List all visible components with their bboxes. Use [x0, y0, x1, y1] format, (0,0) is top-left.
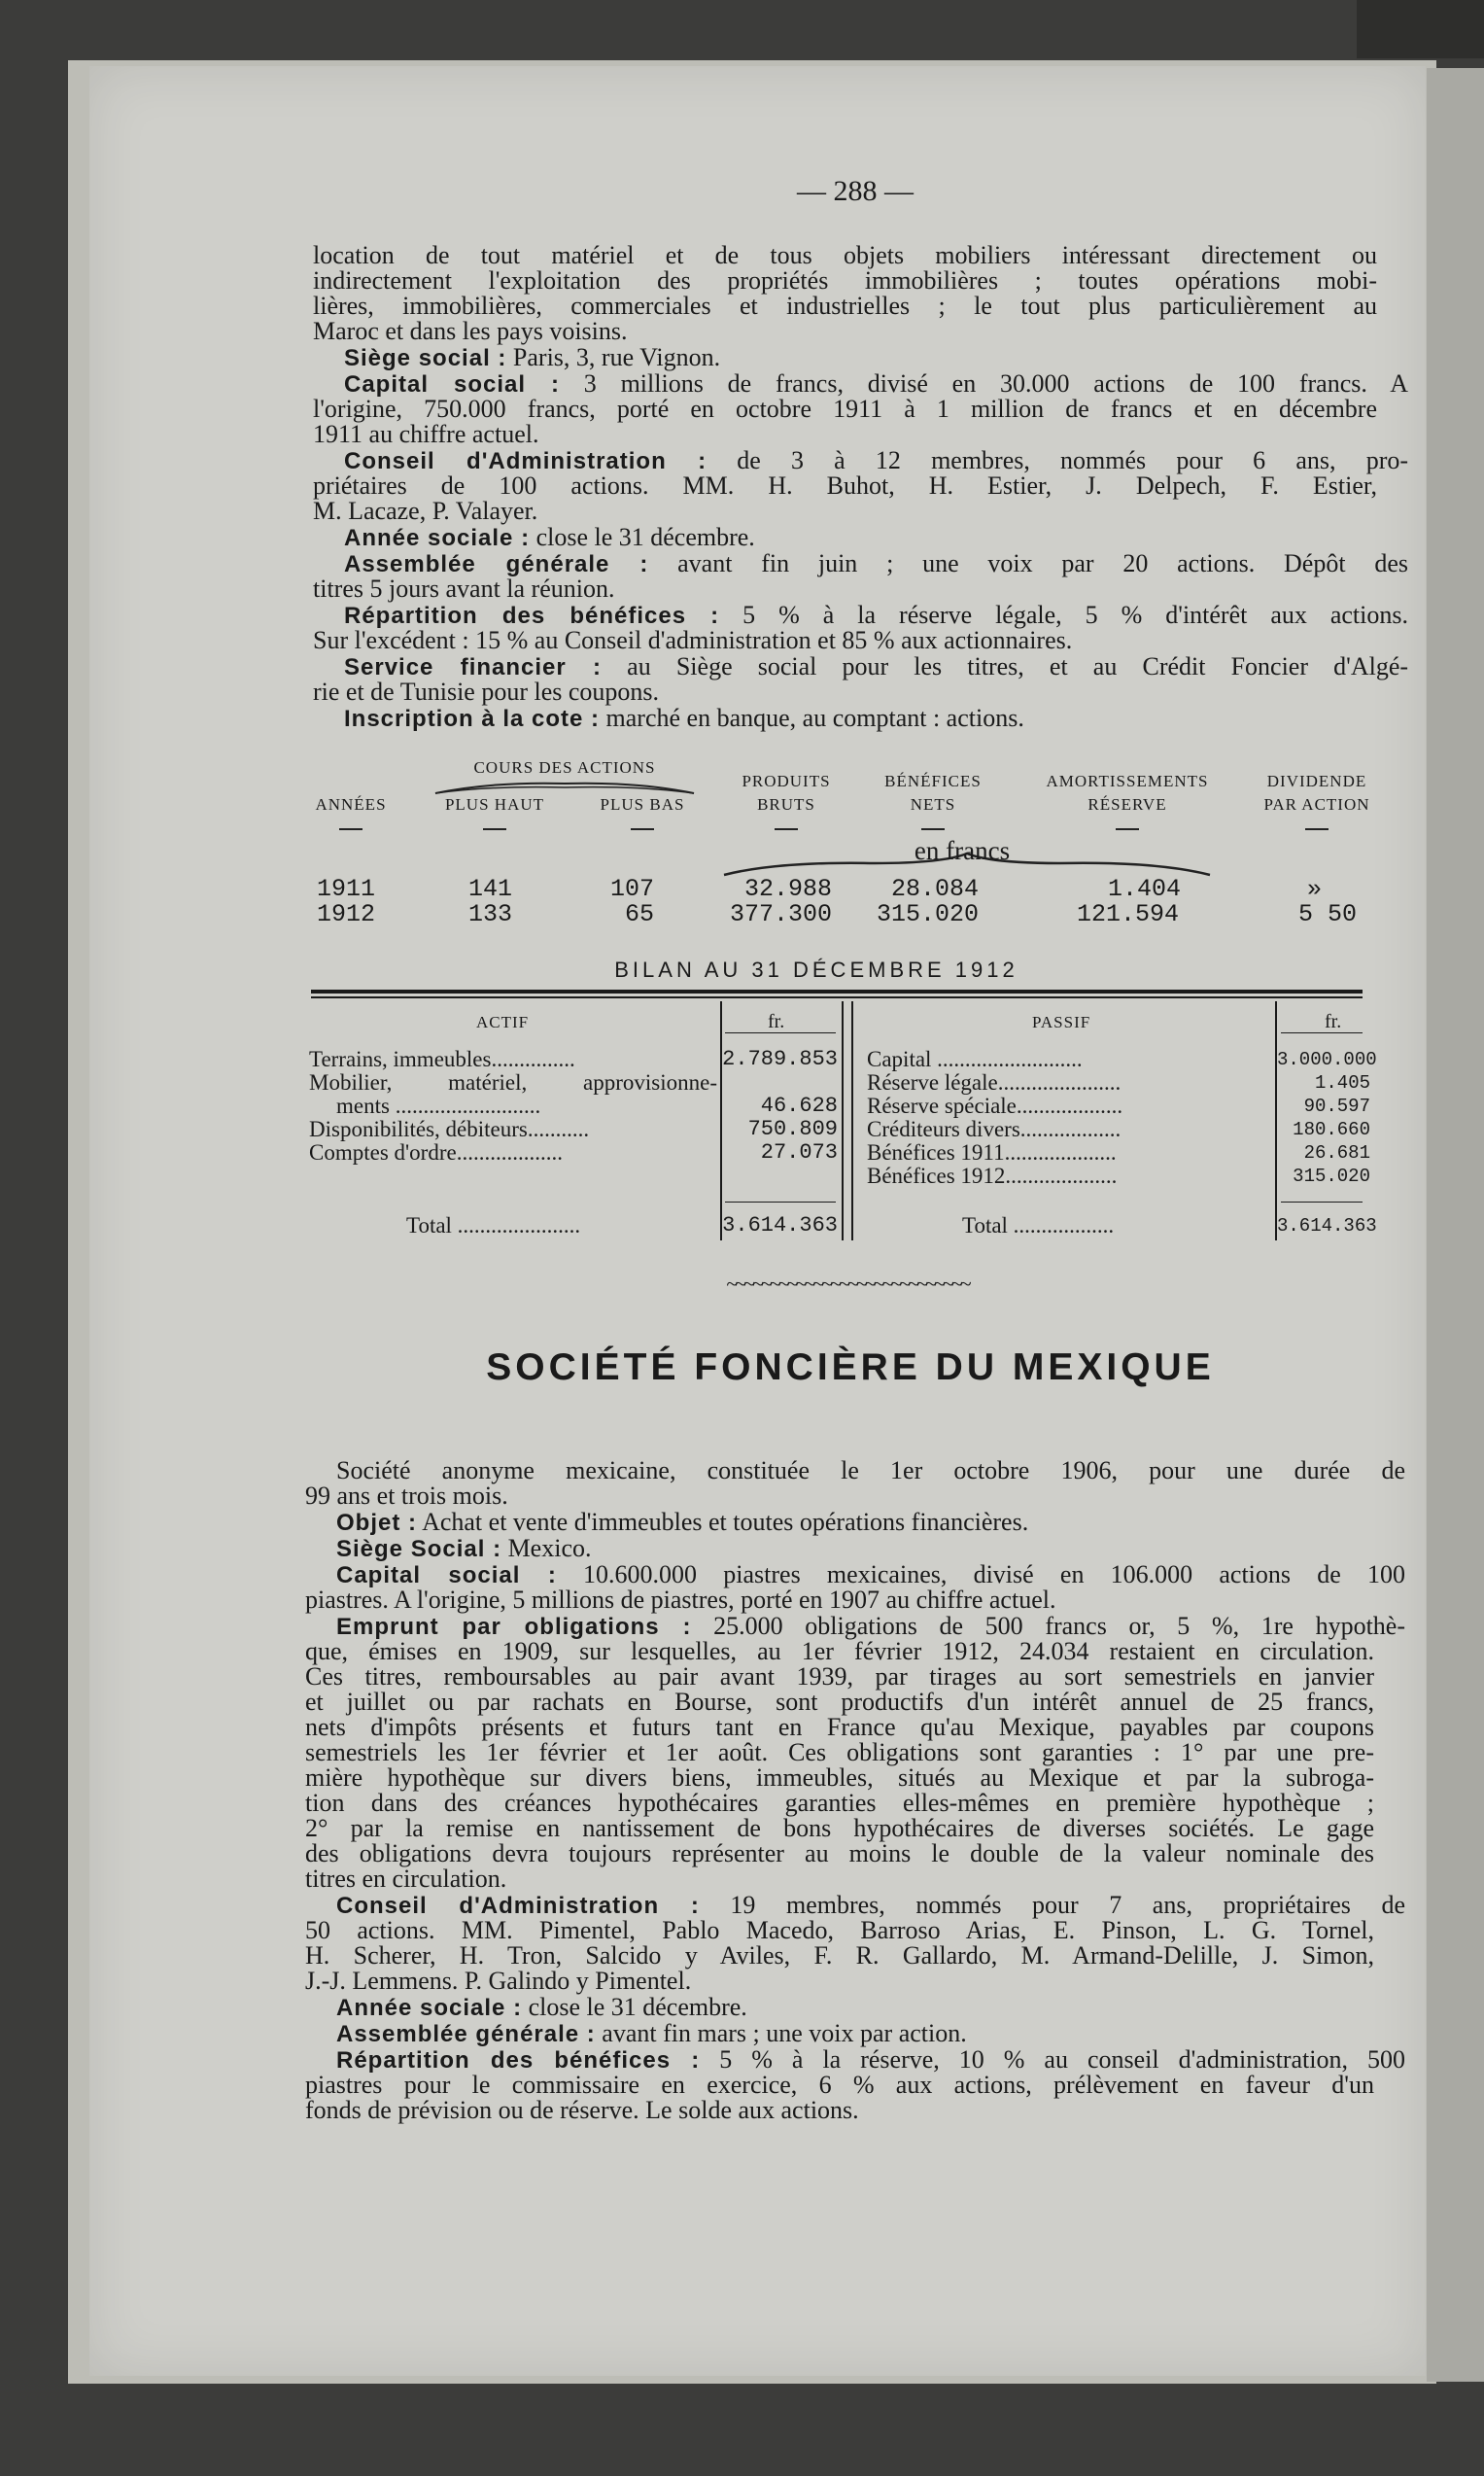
annee-sociale-2-paragraph: [305, 1995, 1405, 2021]
repartition-line: Sur l'excédent : 15 % au Conseil d'administration et 85 % aux actionnaires.: [313, 626, 1073, 654]
passif-value: 3.000.000: [1277, 1049, 1377, 1070]
header-plus-haut: PLUS HAUT: [444, 795, 545, 814]
emprunt-paragraph: [305, 1614, 1405, 1640]
column-dash: [921, 828, 945, 830]
passif-label: Créditeurs divers..................: [867, 1117, 1122, 1141]
emprunt-text: 25.000 obligations de 500 francs or, 5 %, 1re hypothè-: [713, 1612, 1406, 1640]
actif-label: Terrains, immeubles...............: [309, 1047, 575, 1071]
passif-label: Réserve spéciale...................: [867, 1094, 1123, 1118]
header-nets: NETS: [910, 795, 956, 814]
conseil-text: de 3 à 12 membres, nommés pour 6 ans, pro-: [737, 446, 1409, 474]
column-dash: [775, 828, 798, 830]
conseil-2-text: 19 membres, nommés pour 7 ans, propriétaires de: [730, 1891, 1405, 1919]
row-1911-dividende: »: [1307, 875, 1323, 903]
row-1912-produits: 377.300: [730, 900, 833, 928]
siege-social-2-label: Siège Social :: [336, 1536, 502, 1562]
assemblee-paragraph: [313, 551, 1408, 577]
conseil-label: Conseil d'Administration :: [344, 448, 707, 474]
passif-value: 1.405: [1314, 1072, 1370, 1094]
conseil-line: priétaires de 100 actions. MM. H. Buhot, H. Estier, J. Delpech, F. Estier,: [313, 471, 1377, 500]
row-1911-bas: 107: [610, 875, 655, 903]
repartition-text: 5 % à la réserve légale, 5 % d'intérêt aux actions.: [742, 601, 1408, 629]
header-reserve: RÉSERVE: [1087, 795, 1167, 814]
actif-value: 2.789.853: [722, 1047, 838, 1071]
passif-unit: fr.: [1325, 1011, 1342, 1032]
assemblee-text: avant fin juin ; une voix par 20 actions. Dépôt des: [677, 549, 1409, 577]
objet-label: Objet :: [336, 1510, 417, 1536]
repartition-label: Répartition des bénéfices :: [344, 603, 720, 629]
annee-sociale-2-label: Année sociale :: [336, 1995, 523, 2021]
intro-line: location de tout matériel et de tous objets mobiliers intéressant directement ou: [313, 241, 1377, 269]
emprunt-line: 2° par la remise en nantissement de bons hypothécaires de diverses sociétés. Le gage: [305, 1814, 1374, 1842]
company2-intro-line: Société anonyme mexicaine, constituée le 1er octobre 1906, pour une durée de: [336, 1456, 1405, 1484]
capital-social-line: 1911 au chiffre actuel.: [313, 420, 539, 448]
capital-social-paragraph: [313, 371, 1408, 398]
book-spine: [1357, 0, 1484, 58]
siege-social-text: Paris, 3, rue Vignon.: [512, 343, 721, 371]
intro-line: indirectement l'exploitation des propriétés immobilières ; toutes opérations mobi-: [313, 266, 1377, 295]
objet-paragraph: [305, 1510, 1405, 1536]
actif-label: ments ..........................: [336, 1094, 541, 1118]
row-1911-amort: 1.404: [1108, 875, 1182, 903]
conseil-paragraph: [313, 448, 1408, 474]
passif-total-rule: [1281, 1202, 1363, 1203]
actif-value: 750.809: [747, 1117, 838, 1141]
row-1911-annee: 1911: [317, 875, 376, 903]
header-amortissements: AMORTISSEMENTS: [1046, 772, 1209, 790]
column-dash: [1116, 828, 1139, 830]
passif-value: 315.020: [1293, 1166, 1370, 1187]
emprunt-line: semestriels les 1er février et 1er août. Ces obligations sont garanties : 1° par une pre-: [305, 1738, 1374, 1766]
emprunt-line: Ces titres, remboursables au pair avant 1939, par tirages au sort semestriels en janvier: [305, 1662, 1374, 1691]
bilan-title: BILAN AU 31 DÉCEMBRE 1912: [614, 958, 1018, 982]
header-par-action: PAR ACTION: [1263, 795, 1370, 814]
emprunt-line: titres en circulation.: [305, 1865, 507, 1893]
actif-value: 46.628: [760, 1094, 838, 1118]
actif-total-rule: [725, 1202, 836, 1203]
annee-sociale-text: close le 31 décembre.: [535, 523, 755, 551]
cours-group-header: COURS DES ACTIONS: [473, 758, 656, 777]
emprunt-label: Emprunt par obligations :: [336, 1614, 692, 1640]
assemblee-2-label: Assemblée générale :: [336, 2021, 596, 2047]
header-annees: ANNÉES: [315, 795, 387, 814]
column-dash: [1305, 828, 1329, 830]
emprunt-line: et juillet ou par rachats en Bourse, sont productifs d'un intérêt annuel de 25 francs,: [305, 1688, 1374, 1716]
intro-line: Maroc et dans les pays voisins.: [313, 317, 628, 345]
repartition-2-label: Répartition des bénéfices :: [336, 2047, 701, 2074]
actif-label: Comptes d'ordre...................: [309, 1140, 563, 1165]
passif-header: PASSIF: [1032, 1013, 1091, 1031]
capital-social-text: 3 millions de francs, divisé en 30.000 actions de 100 francs. A: [583, 369, 1409, 398]
actif-label: Mobilier, matériel, approvisionne-: [309, 1070, 717, 1095]
intro-line: lières, immobilières, commerciales et industrielles ; le tout plus particulièrement au: [313, 292, 1377, 320]
bilan-col-rule: [851, 1001, 853, 1240]
assemblee-label: Assemblée générale :: [344, 551, 649, 577]
column-dash: [631, 828, 654, 830]
column-dash: [483, 828, 506, 830]
row-1912-benefices: 315.020: [877, 900, 980, 928]
assemblee-2-paragraph: [305, 2021, 1405, 2047]
capital-social-2-label: Capital social :: [336, 1562, 557, 1588]
bilan-col-rule: [842, 1001, 844, 1240]
passif-value: 180.660: [1293, 1119, 1370, 1140]
repartition-2-line: piastres pour le commissaire en exercice, 6 % aux actions, prélèvement en faveur d'un: [305, 2071, 1374, 2099]
inscription-paragraph: [313, 706, 1408, 732]
emprunt-line: mière hypothèque sur divers biens, immeubles, situés au Mexique et par la subroga-: [305, 1763, 1374, 1792]
header-benefices: BÉNÉFICES: [884, 772, 982, 790]
emprunt-line: tion dans des créances hypothécaires garanties elles-mêmes en première hypothèque ;: [305, 1789, 1374, 1817]
unit-note: en francs: [914, 836, 1011, 865]
passif-total-label: Total ..................: [962, 1213, 1115, 1238]
annee-sociale-2-text: close le 31 décembre.: [528, 1993, 747, 2021]
row-1911-haut: 141: [468, 875, 513, 903]
siege-social-paragraph: [313, 345, 1408, 371]
row-1912-bas: 65: [625, 900, 655, 928]
passif-label: Réserve légale......................: [867, 1070, 1122, 1095]
actif-unit: fr.: [768, 1011, 785, 1032]
siege-social-2-paragraph: [305, 1536, 1405, 1562]
siege-social-2-text: Mexico.: [507, 1534, 592, 1562]
repartition-paragraph: [313, 603, 1408, 629]
conseil-2-line: J.-J. Lemmens. P. Galindo y Pimentel.: [305, 1967, 692, 1995]
conseil-2-paragraph: [305, 1893, 1405, 1919]
objet-text: Achat et vente d'immeubles et toutes opérations financières.: [422, 1508, 1029, 1536]
header-dividende: DIVIDENDE: [1266, 772, 1367, 790]
conseil-2-line: 50 actions. MM. Pimentel, Pablo Macedo, Barroso Arias, E. Pinson, L. G. Tornel,: [305, 1916, 1374, 1944]
row-1912-amort: 121.594: [1077, 900, 1180, 928]
conseil-2-label: Conseil d'Administration :: [336, 1893, 700, 1919]
repartition-2-line: fonds de prévision ou de réserve. Le solde aux actions.: [305, 2096, 859, 2124]
bilan-top-rule-thin: [311, 996, 1363, 998]
column-dash: [339, 828, 362, 830]
page-number: — 288 —: [797, 175, 914, 207]
row-1911-benefices: 28.084: [891, 875, 980, 903]
passif-value: 90.597: [1303, 1096, 1370, 1117]
row-1911-produits: 32.988: [744, 875, 833, 903]
service-financier-label: Service financier :: [344, 654, 603, 680]
emprunt-line: nets d'impôts présents et futurs tant en France qu'au Mexique, payables par coupons: [305, 1713, 1374, 1741]
capital-social-label: Capital social :: [344, 371, 560, 398]
header-produits: PRODUITS: [742, 772, 831, 790]
passif-value: 26.681: [1303, 1142, 1370, 1164]
inscription-label: Inscription à la cote :: [344, 706, 601, 732]
row-1912-dividende: 5 50: [1298, 900, 1358, 928]
annee-sociale-paragraph: [313, 525, 1408, 551]
header-bruts: BRUTS: [757, 795, 815, 814]
repartition-2-paragraph: [305, 2047, 1405, 2074]
actif-value: 27.073: [760, 1140, 838, 1165]
actif-total-value: 3.614.363: [722, 1213, 838, 1238]
section-title: SOCIÉTÉ FONCIÈRE DU MEXIQUE: [486, 1346, 1215, 1388]
service-financier-line: rie et de Tunisie pour les coupons.: [313, 678, 660, 706]
siege-social-label: Siège social :: [344, 345, 507, 371]
section-separator: ~~~~~~~~~~~~~~~~~~~~~~~~~~~~: [726, 1272, 969, 1296]
passif-total-value: 3.614.363: [1277, 1215, 1377, 1237]
annee-sociale-label: Année sociale :: [344, 525, 531, 551]
actif-header: ACTIF: [476, 1013, 530, 1031]
capital-social-line: l'origine, 750.000 francs, porté en octobre 1911 à 1 million de francs et en décembre: [313, 395, 1377, 423]
actif-total-label: Total ......................: [406, 1213, 581, 1238]
capital-social-2-paragraph: [305, 1562, 1405, 1588]
conseil-line: M. Lacaze, P. Valayer.: [313, 497, 538, 525]
assemblee-2-text: avant fin mars ; une voix par action.: [602, 2019, 967, 2047]
unit-underline: [1281, 1032, 1363, 1033]
passif-label: Capital ..........................: [867, 1047, 1083, 1071]
header-plus-bas: PLUS BAS: [600, 795, 685, 814]
passif-label: Bénéfices 1912....................: [867, 1164, 1118, 1188]
unit-underline: [725, 1032, 836, 1033]
assemblee-line: titres 5 jours avant la réunion.: [313, 575, 615, 603]
bilan-top-rule: [311, 990, 1363, 994]
capital-social-2-line: piastres. A l'origine, 5 millions de piastres, porté en 1907 au chiffre actuel.: [305, 1586, 1056, 1614]
company2-intro-line: 99 ans et trois mois.: [305, 1482, 508, 1510]
emprunt-line: des obligations devra toujours représenter au moins le double de la valeur nominale des: [305, 1839, 1374, 1867]
capital-social-2-text: 10.600.000 piastres mexicaines, divisé en 106.000 actions de 100: [583, 1560, 1405, 1588]
row-1912-haut: 133: [468, 900, 513, 928]
repartition-2-text: 5 % à la réserve, 10 % au conseil d'administration, 500: [719, 2045, 1405, 2074]
facing-page-edge: [1427, 68, 1484, 2382]
row-1912-annee: 1912: [317, 900, 376, 928]
inscription-text: marché en banque, au comptant : actions.: [605, 704, 1024, 732]
emprunt-line: que, émises en 1909, sur lesquelles, au 1er février 1912, 24.034 restaient en circulation.: [305, 1637, 1374, 1665]
conseil-2-line: H. Scherer, H. Tron, Salcido y Aviles, F. R. Gallardo, M. Armand-Delille, J. Simon,: [305, 1941, 1374, 1970]
passif-label: Bénéfices 1911....................: [867, 1140, 1117, 1165]
actif-label: Disponibilités, débiteurs...........: [309, 1117, 590, 1141]
service-financier-text: au Siège social pour les titres, et au Crédit Foncier d'Algé-: [627, 652, 1409, 680]
service-financier-paragraph: [313, 654, 1408, 680]
cours-brace: [433, 776, 696, 797]
